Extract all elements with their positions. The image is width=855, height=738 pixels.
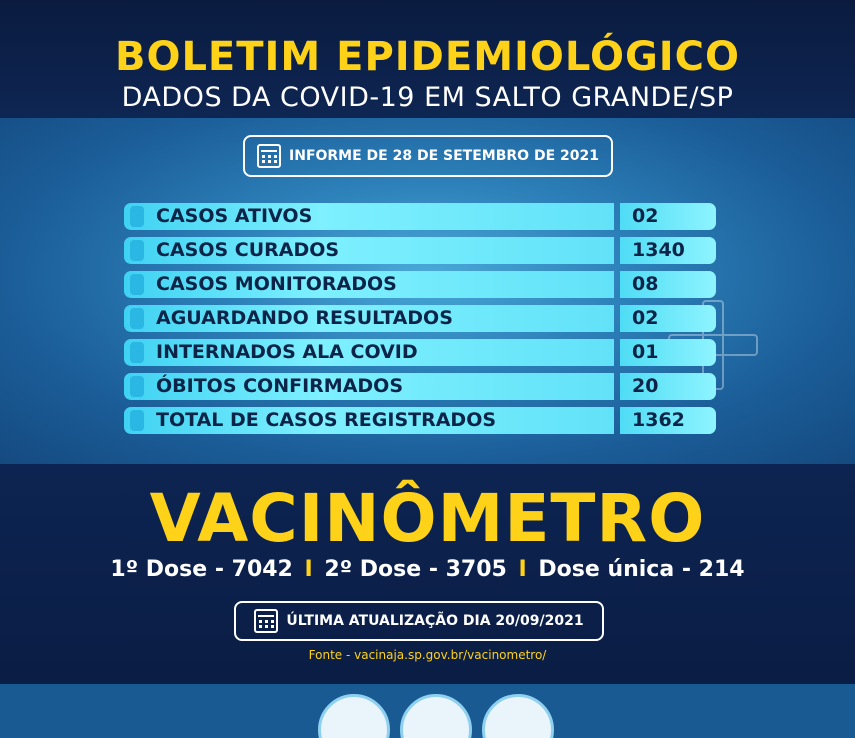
row-value: 02: [620, 203, 716, 230]
row-label: ÓBITOS CONFIRMADOS: [124, 373, 614, 400]
table-row: [124, 203, 716, 230]
row-label: CASOS ATIVOS: [124, 203, 614, 230]
update-badge: [234, 601, 604, 641]
row-value: 02: [620, 305, 716, 332]
table-row: [124, 339, 716, 366]
table-row: [124, 407, 716, 434]
row-label: INTERNADOS ALA COVID: [124, 339, 614, 366]
table-row: [124, 237, 716, 264]
dose1-text: 1º Dose - 7042: [110, 557, 293, 582]
page-title: BOLETIM EPIDEMIOLÓGICO: [114, 34, 741, 80]
separator: I: [518, 557, 527, 582]
row-label: CASOS MONITORADOS: [124, 271, 614, 298]
vaccine-title: VACINÔMETRO: [149, 480, 706, 557]
row-value: 1340: [620, 237, 716, 264]
report-date-badge: [243, 135, 613, 177]
report-date-text: INFORME DE 28 DE SETEMBRO DE 2021: [289, 148, 599, 164]
table-row: [124, 271, 716, 298]
row-value: 08: [620, 271, 716, 298]
calendar-icon: [257, 144, 281, 168]
dose2-text: 2º Dose - 3705: [324, 557, 507, 582]
row-label: CASOS CURADOS: [124, 237, 614, 264]
page-subtitle: DADOS DA COVID-19 EM SALTO GRANDE/SP: [121, 82, 734, 113]
row-label: TOTAL DE CASOS REGISTRADOS: [124, 407, 614, 434]
row-value: 01: [620, 339, 716, 366]
update-text: ÚLTIMA ATUALIZAÇÃO DIA 20/09/2021: [286, 613, 584, 629]
row-value: 1362: [620, 407, 716, 434]
row-label: AGUARDANDO RESULTADOS: [124, 305, 614, 332]
table-row: [124, 305, 716, 332]
separator: I: [304, 557, 313, 582]
dose-unica-text: Dose única - 214: [538, 557, 745, 582]
cases-table: [124, 203, 716, 441]
source-text: Fonte - vacinaja.sp.gov.br/vacinometro/: [308, 648, 547, 662]
table-row: [124, 373, 716, 400]
calendar-icon: [254, 609, 278, 633]
row-value: 20: [620, 373, 716, 400]
dose-summary: [0, 557, 855, 582]
